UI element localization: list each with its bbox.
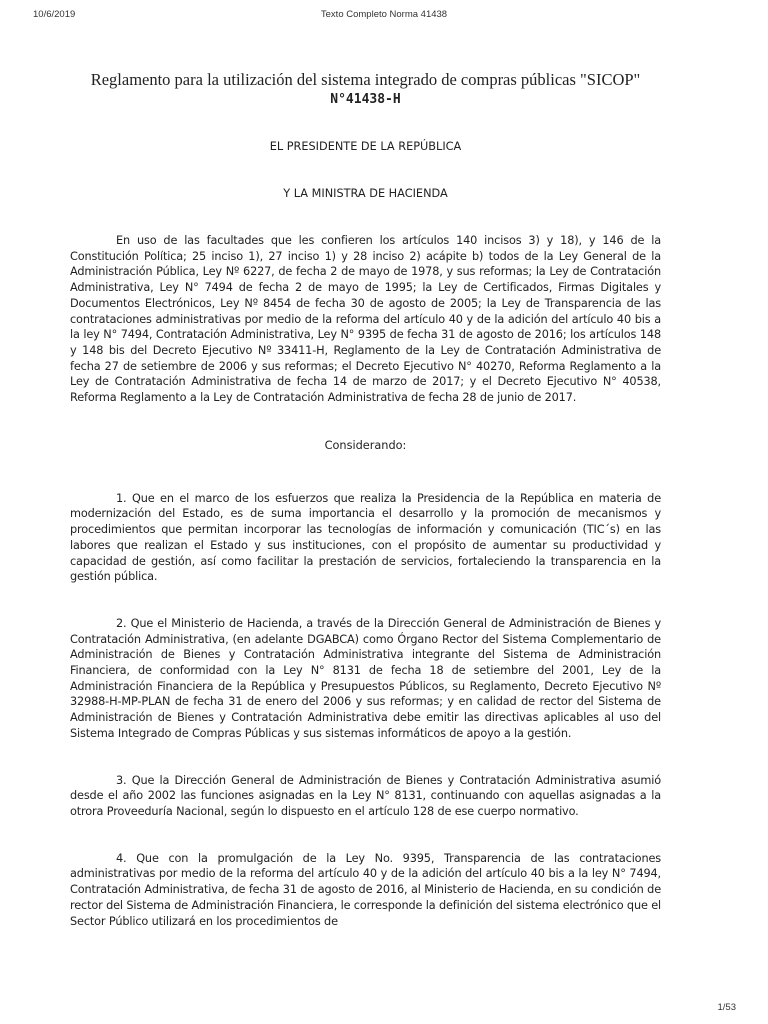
issuer-minister: Y LA MINISTRA DE HACIENDA xyxy=(283,187,448,200)
print-date: 10/6/2019 xyxy=(33,9,76,20)
considerando-3: 3. Que la Dirección General de Administración de Bienes y Contratación Administrativa asumió desde el año 2002 las funciones asignadas en la Ley N° 8131, continuando con aquellas asignadas a la otrora Proveeduría Nacional, según lo dispuesto en el artículo 128 de ese cuerpo normativo. xyxy=(70,773,661,818)
considerando-4: 4. Que con la promulgación de la Ley No. 9395, Transparencia de las contrataciones administrativas por medio de la reforma del artículo 40 y de la adición del artículo 40 bis a la ley N° 7494, Contratación Administrativa, de fecha 31 de agosto de 2016, al Ministerio de Hacienda, en su condición de rector del Sistema de Administración Financiera, le corresponde la definición del sistema electrónico que el Sector Público utilizará en los procedimientos de xyxy=(70,851,661,928)
document-body xyxy=(70,70,661,929)
considerando-heading: Considerando: xyxy=(324,438,407,452)
regulation-title: Reglamento para la utilización del sistema integrado de compras públicas "SICOP" xyxy=(90,70,641,89)
print-document-title: Texto Completo Norma 41438 xyxy=(320,9,448,20)
print-header xyxy=(0,9,768,23)
preamble-paragraph: En uso de las facultades que les confieren los artículos 140 incisos 3) y 18), y 146 de la Constitución Política; 25 inciso 1), 27 inciso 1) y 28 inciso 2) acápite b) todos de la Ley General de la Administración Pública, Ley Nº 6227, de fecha 2 de mayo de 1978, y sus reformas; la Ley de Contratación Administrativa, Ley N° 7494 de fecha 2 de mayo de 1995; la Ley de Certificados, Firmas Digitales y Documentos Electrónicos, Ley Nº 8454 de fecha 30 de agosto de 2005; la Ley de Transparencia de las contrataciones administrativas por medio de la reforma del artículo 40 y de la adición del artículo 40 bis a la ley N° 7494, Contratación Administrativa, Ley N° 9395 de fecha 31 de agosto de 2016; los artículos 148 y 148 bis del Decreto Ejecutivo Nº 33411-H, Reglamento de la Ley de Contratación Administrativa de fecha 27 de setiembre de 2006 y sus reformas; el Decreto Ejecutivo N° 40270, Reforma Reglamento a la Ley de Contratación Administrativa de fecha 14 de marzo de 2017; y el Decreto Ejecutivo N° 40538, Reforma Reglamento a la Ley de Contratación Administrativa de fecha 28 de junio de 2017. xyxy=(70,234,661,405)
considerando-2: 2. Que el Ministerio de Hacienda, a través de la Dirección General de Administración de Bienes y Contratación Administrativa, (en adelante DGABCA) como Órgano Rector del Sistema Complementario de Administración de Bienes y Contratación Administrativa integrante del Sistema de Administración Financiera, de conformidad con la Ley N° 8131 de fecha 18 de setiembre del 2001, Ley de la Administración Financiera de la República y Presupuestos Públicos, su Reglamento, Decreto Ejecutivo Nº 32988-H-MP-PLAN de fecha 31 de enero del 2006 y sus reformas; y en calidad de rector del Sistema de Administración de Bienes y Contratación Administrativa debe emitir las directivas aplicables al uso del Sistema Integrado de Compras Públicas y sus sistemas informáticos de apoyo a la gestión. xyxy=(70,616,661,740)
page-number: 1/53 xyxy=(717,1002,736,1013)
norm-number: N°41438-H xyxy=(330,92,401,107)
issuer-president: EL PRESIDENTE DE LA REPÚBLICA xyxy=(269,140,462,153)
considerando-1: 1. Que en el marco de los esfuerzos que realiza la Presidencia de la República en materia de modernización del Estado, es de suma importancia el desarrollo y la promoción de mecanismos y procedimientos que permitan incorporar las tecnologías de información y comunicación (TIC´s) en las labores que realizan el Estado y sus instituciones, con el propósito de aumentar su productividad y capacidad de gestión, así como facilitar la prestación de servicios, fortaleciendo la transparencia en la gestión pública. xyxy=(70,491,661,584)
